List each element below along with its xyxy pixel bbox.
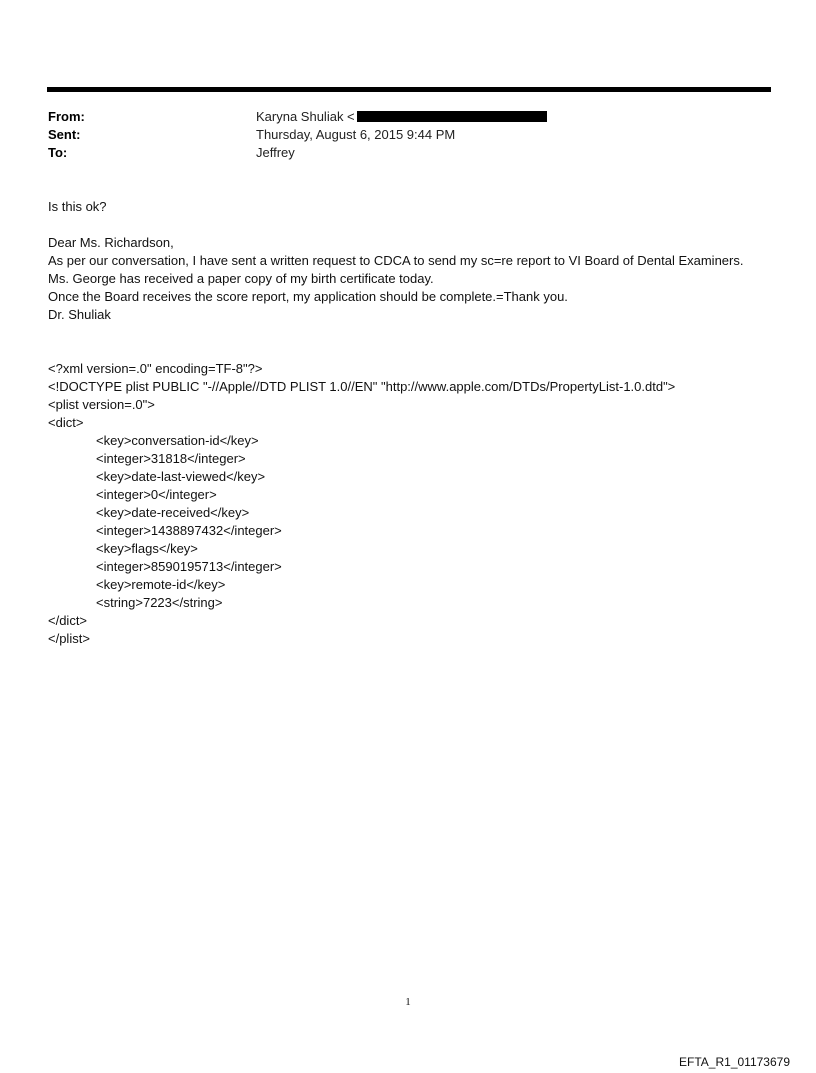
email-body (48, 198, 788, 648)
from-row (48, 108, 768, 126)
body-line: Once the Board receives the score report, my application should be complete.=Thank you. (48, 289, 568, 304)
sent-row (48, 126, 768, 144)
salutation: Dear Ms. Richardson, (48, 235, 174, 250)
body-line: As per our conversation, I have sent a written request to CDCA to send my sc=re report to VI Board of Dental Examiners. (48, 253, 744, 268)
plist-entry: <key>date-received</key> (96, 505, 250, 520)
plist-entry: <integer>0</integer> (96, 487, 217, 502)
plist-entry: <key>remote-id</key> (96, 577, 226, 592)
header-divider (47, 87, 771, 92)
body-line: Is this ok? (48, 199, 107, 214)
plist-close-tag: </plist> (48, 631, 90, 646)
to-label: To: (48, 145, 68, 160)
plist-entry: <string>7223</string> (96, 595, 223, 610)
dict-open-tag: <dict> (48, 415, 84, 430)
plist-doctype: <!DOCTYPE plist PUBLIC "-//Apple//DTD PLIST 1.0//EN" "http://www.apple.com/DTDs/PropertyList-1.0.dtd"> (48, 379, 676, 394)
bates-number: EFTA_R1_01173679 (679, 1055, 790, 1069)
plist-entry: <integer>1438897432</integer> (96, 523, 282, 538)
dict-close-tag: </dict> (48, 613, 88, 628)
page-number: 1 (405, 996, 411, 1008)
body-line: Ms. George has received a paper copy of my birth certificate today. (48, 271, 434, 286)
plist-xml-declaration: <?xml version=.0" encoding=TF-8"?> (48, 361, 263, 376)
signature: Dr. Shuliak (48, 307, 111, 322)
plist-open-tag: <plist version=.0"> (48, 397, 155, 412)
plist-entry: <integer>8590195713</integer> (96, 559, 282, 574)
to-value: Jeffrey (256, 145, 295, 160)
from-value (256, 108, 547, 126)
email-header (48, 108, 768, 162)
from-label: From: (48, 109, 85, 124)
plist-entry: <integer>31818</integer> (96, 451, 246, 466)
plist-entry: <key>conversation-id</key> (96, 433, 259, 448)
from-sender: Karyna Shuliak < (256, 109, 355, 124)
plist-entry: <key>flags</key> (96, 541, 198, 556)
sent-value: Thursday, August 6, 2015 9:44 PM (256, 127, 456, 142)
redaction-bar (357, 111, 547, 122)
to-row (48, 144, 768, 162)
sent-label: Sent: (48, 127, 81, 142)
plist-entry: <key>date-last-viewed</key> (96, 469, 266, 484)
